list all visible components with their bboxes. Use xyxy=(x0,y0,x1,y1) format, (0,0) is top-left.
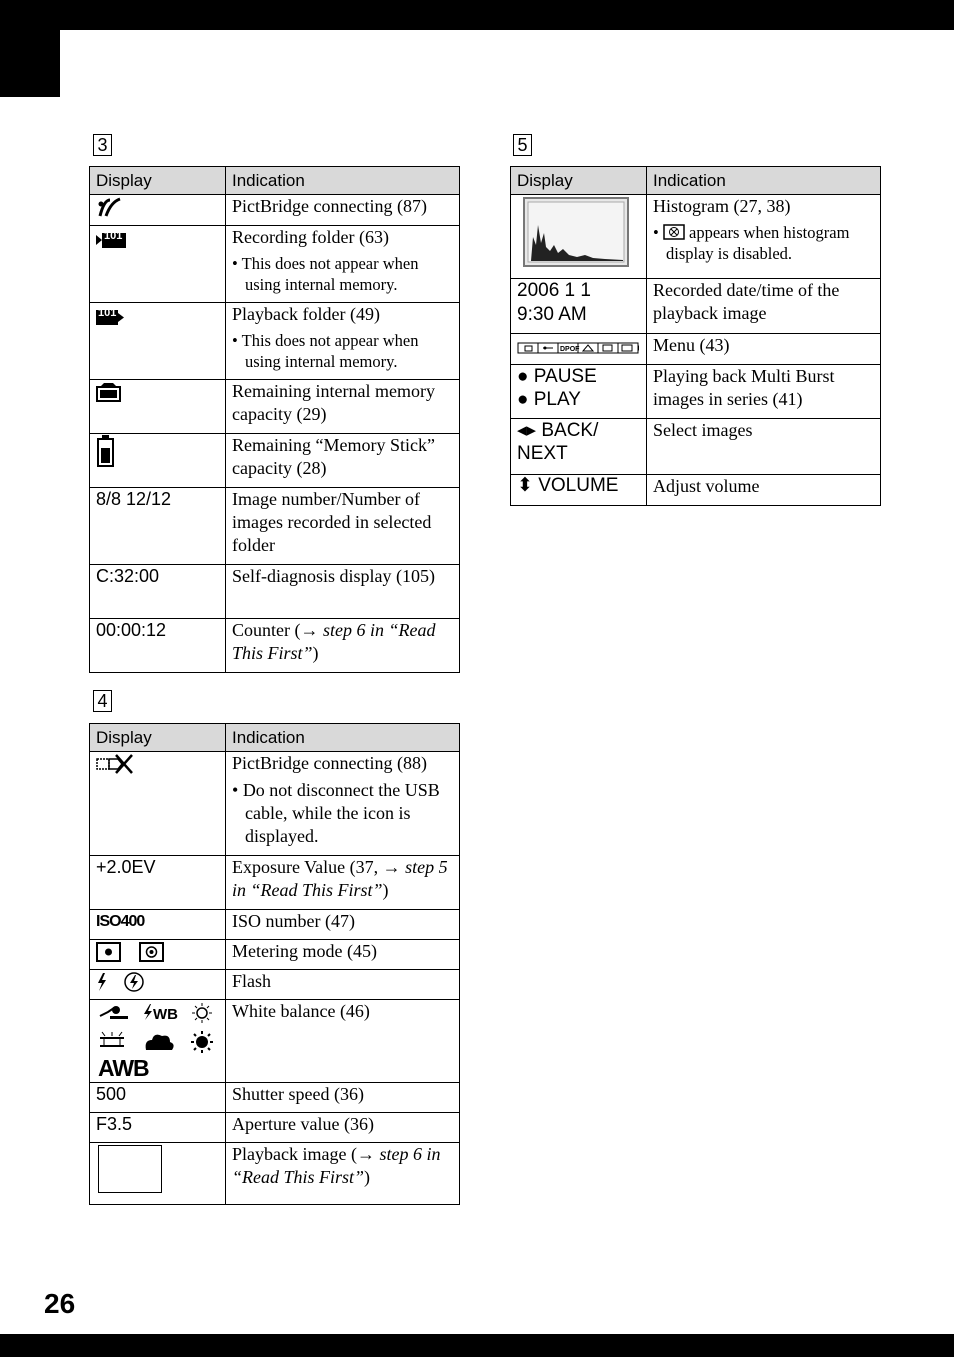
header-display: Display xyxy=(90,167,226,195)
row-text: Recording folder (63) xyxy=(232,227,389,247)
playback-folder-icon: 101 xyxy=(96,304,126,326)
row-text: White balance (46) xyxy=(226,1000,460,1083)
row-text: Exposure Value (37, → step 5 in “Read This First”) xyxy=(226,856,460,910)
row-text: Menu (43) xyxy=(647,334,881,365)
table-row xyxy=(511,279,881,334)
pause-label: ● PAUSE xyxy=(517,366,597,387)
iso-icon: ISO400 xyxy=(96,913,145,931)
flash-icon xyxy=(96,971,146,993)
row-text: ISO number (47) xyxy=(226,910,460,940)
section-5-label: 5 xyxy=(513,134,532,156)
next-label: NEXT xyxy=(517,443,568,464)
table-row xyxy=(90,940,460,970)
table-row xyxy=(90,619,460,673)
white-balance-icon xyxy=(96,1000,216,1078)
pictbridge-no-disconnect-icon xyxy=(96,753,136,775)
playback-image-icon xyxy=(98,1145,162,1193)
row-display: +2.0EV xyxy=(90,856,226,910)
bottom-black-bar xyxy=(0,1334,954,1357)
row-display: F3.5 xyxy=(90,1113,226,1143)
section-4-table xyxy=(89,723,460,1205)
table-row xyxy=(90,565,460,619)
row-bullet: • Do not disconnect the USB cable, while the icon is displayed. xyxy=(232,780,440,846)
table-row xyxy=(90,1113,460,1143)
row-text: Playing back Multi Burst images in series (41) xyxy=(647,365,881,419)
table-row xyxy=(511,195,881,279)
row-text: Playback image (→ step 6 in “Read This First”) xyxy=(226,1143,460,1205)
row-bullet: • appears when histogram display is disabled. xyxy=(653,223,850,263)
volume-label: ⬍ VOLUME xyxy=(511,475,647,506)
row-display: 00:00:12 xyxy=(90,619,226,673)
svg-text:AWB: AWB xyxy=(98,1055,149,1078)
row-text: PictBridge connecting (88) xyxy=(232,753,427,773)
svg-text:WB: WB xyxy=(153,1006,178,1023)
section-3-table xyxy=(89,166,460,673)
top-black-bar xyxy=(0,0,954,30)
row-display: 500 xyxy=(90,1083,226,1113)
row-text: PictBridge connecting (87) xyxy=(226,195,460,226)
histogram-disabled-icon xyxy=(663,224,685,240)
recording-folder-icon: 101 xyxy=(96,227,126,249)
table-row xyxy=(90,195,460,226)
pictbridge-icon xyxy=(96,196,122,218)
row-text: Aperture value (36) xyxy=(226,1113,460,1143)
table-row xyxy=(511,419,881,475)
play-label: ● PLAY xyxy=(517,389,581,410)
row-text: Counter (→ step 6 in “Read This First”) xyxy=(226,619,460,673)
row-text: Remaining internal memory capacity (29) xyxy=(226,380,460,434)
time-line: 9:30 AM xyxy=(517,304,587,325)
row-text: Histogram (27, 38) xyxy=(653,196,791,216)
row-text: Remaining “Memory Stick” capacity (28) xyxy=(226,434,460,488)
table-row xyxy=(511,475,881,506)
metering-icon xyxy=(96,941,166,963)
date-line: 2006 1 1 xyxy=(517,280,591,301)
internal-memory-icon xyxy=(96,382,122,402)
row-text: Self-diagnosis display (105) xyxy=(226,565,460,619)
header-display: Display xyxy=(511,167,647,195)
corner-tab xyxy=(0,0,60,97)
section-4-label: 4 xyxy=(93,690,112,712)
row-text: Recorded date/time of the playback image xyxy=(647,279,881,334)
row-text: Image number/Number of images recorded in selected folder xyxy=(226,488,460,565)
row-text: Metering mode (45) xyxy=(226,940,460,970)
table-row xyxy=(90,1083,460,1113)
row-text: Select images xyxy=(647,419,881,475)
table-row xyxy=(90,1143,460,1205)
table-row xyxy=(90,910,460,940)
section-3-label: 3 xyxy=(93,134,112,156)
table-row xyxy=(90,856,460,910)
row-text: Flash xyxy=(226,970,460,1000)
row-text: Adjust volume xyxy=(647,475,881,506)
table-row xyxy=(90,226,460,303)
table-row xyxy=(90,434,460,488)
row-text: Playback folder (49) xyxy=(232,304,380,324)
header-display: Display xyxy=(90,724,226,752)
header-indication: Indication xyxy=(226,167,460,195)
row-display: C:32:00 xyxy=(90,565,226,619)
row-bullet: • This does not appear when using internal memory. xyxy=(232,254,419,294)
header-indication: Indication xyxy=(226,724,460,752)
table-header xyxy=(90,167,460,195)
table-row xyxy=(90,752,460,856)
memory-stick-icon xyxy=(96,434,116,468)
header-indication: Indication xyxy=(647,167,881,195)
histogram-icon xyxy=(523,197,631,269)
table-header xyxy=(511,167,881,195)
table-row xyxy=(90,1000,460,1083)
row-text: Shutter speed (36) xyxy=(226,1083,460,1113)
section-5-table xyxy=(510,166,881,506)
menu-icon xyxy=(517,341,639,355)
table-row xyxy=(511,365,881,419)
page-number: 26 xyxy=(44,1288,76,1319)
svg-text:DPOF: DPOF xyxy=(560,345,580,353)
back-label: ◂▸ BACK/ xyxy=(517,420,599,441)
table-row xyxy=(90,303,460,380)
table-row xyxy=(90,970,460,1000)
row-bullet: • This does not appear when using internal memory. xyxy=(232,331,419,371)
table-row xyxy=(90,488,460,565)
table-header xyxy=(90,724,460,752)
row-display: 8/8 12/12 xyxy=(90,488,226,565)
table-row xyxy=(90,380,460,434)
table-row xyxy=(511,334,881,365)
